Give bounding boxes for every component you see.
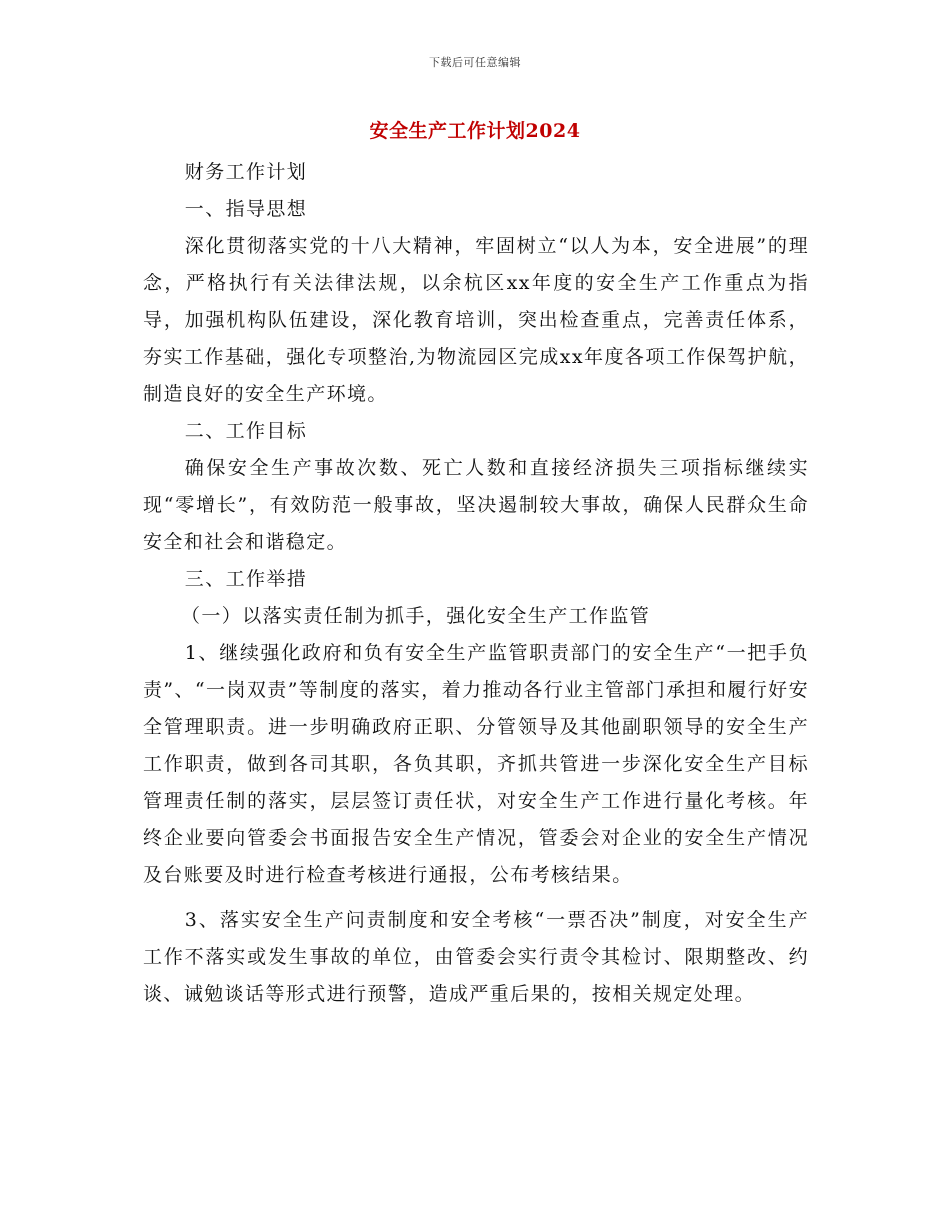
section-heading-guiding-ideology: 一、指导思想 xyxy=(184,198,308,220)
paragraph-guiding-ideology: 深化贯彻落实党的十八大精神，牢固树立“以人为本，安全进展”的理念，严格执行有关法律法规，以余杭区xx年度的安全生产工作重点为指导，加强机构队伍建设，深化教育培训，突出检查重点，完善责任体系，夯实工作基础，强化专项整治,为物流园区完成xx年度各项工作保驾护航，制造良好的安全生产环境。 xyxy=(143,235,809,405)
paragraph-measure-1: 1、继续强化政府和负有安全生产监管职责部门的安全生产“一把手负责”、“一岗双责”等制度的落实，着力推动各行业主管部门承担和履行好安全管理职责。进一步明确政府正职、分管领导及其他副职领导的安全生产工作职责，做到各司其职，各负其职，齐抓共管进一步深化安全生产目标管理责任制的落实，层层签订责任状，对安全生产工作进行量化考核。年终企业要向管委会书面报告安全生产情况，管委会对企业的安全生产情况及台账要及时进行检查考核进行通报，公布考核结果。 xyxy=(143,642,809,886)
section-heading-work-measures: 三、工作举措 xyxy=(184,568,308,590)
document-body xyxy=(143,154,809,1013)
subsection-heading-responsibility: （一）以落实责任制为抓手，强化安全生产工作监管 xyxy=(181,605,651,627)
section-heading-finance-plan: 财务工作计划 xyxy=(184,161,308,183)
section-heading-work-goals: 二、工作目标 xyxy=(184,420,308,442)
header-note: 下载后可任意编辑 xyxy=(429,56,521,69)
paragraph-work-goals: 确保安全生产事故次数、死亡人数和直接经济损失三项指标继续实现“零增长”，有效防范一般事故，坚决遏制较大事故，确保人民群众生命安全和社会和谐稳定。 xyxy=(143,457,809,553)
document-title: 安全生产工作计划2024 xyxy=(369,120,581,142)
paragraph-measure-3: 3、落实安全生产问责制度和安全考核“一票否决”制度，对安全生产工作不落实或发生事故的单位，由管委会实行责令其检讨、限期整改、约谈、诫勉谈话等形式进行预警，造成严重后果的，按相关规定处理。 xyxy=(143,909,809,1005)
